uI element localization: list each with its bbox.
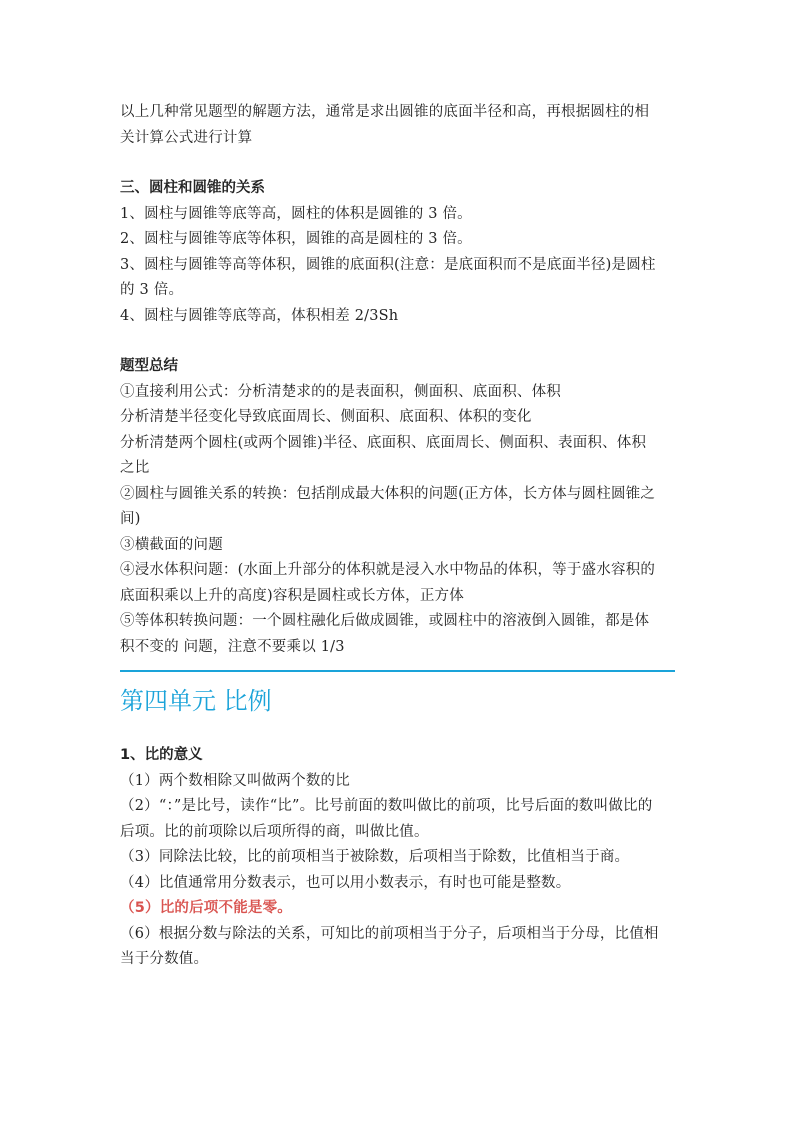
definition-line: 后项。比的前项除以后项所得的商，叫做比值。 [120,823,429,840]
definition-line: （1）两个数相除又叫做两个数的比 [120,772,350,789]
summary-line: ③横截面的问题 [120,536,223,553]
list-item: 1、圆柱与圆锥等底等高，圆柱的体积是圆锥的 3 倍。 [120,205,472,222]
highlighted-rule: （5）比的后项不能是零。 [120,900,292,916]
summary-line: 间) [120,511,141,527]
intro-line: 以上几种常见题型的解题方法，通常是求出圆锥的底面半径和高，再根据圆柱的相 [120,104,650,120]
summary-line: 分析清楚半径变化导致底面周长、侧面积、底面积、体积的变化 [120,409,532,425]
list-item: 4、圆柱与圆锥等底等高，体积相差 2/3Sh [120,307,399,324]
summary-line: 分析清楚两个圆柱(或两个圆锥)半径、底面积、底面周长、侧面积、表面积、体积 [120,434,647,451]
summary-line: ②圆柱与圆锥关系的转换：包括削成最大体积的问题(正方体，长方体与圆柱圆锥之 [120,485,656,502]
summary-line: ④浸水体积问题：(水面上升部分的体积就是浸入水中物品的体积，等于盛水容积的 [120,562,656,578]
section-heading: 三、圆柱和圆锥的关系 [120,180,265,196]
summary-line: 底面积乘以上升的高度)容积是圆柱或长方体，正方体 [120,587,464,604]
summary-line: 积不变的 问题，注意不要乘以 1/3 [120,638,345,655]
definition-line: 当于分数值。 [120,951,209,967]
unit-title: 第四单元 比例 [120,687,272,715]
summary-line: ①直接利用公式：分析清楚求的的是表面积，侧面积、底面积、体积 [120,383,561,400]
list-item: 的 3 倍。 [120,282,184,298]
definition-line: （3）同除法比较，比的前项相当于被除数，后项相当于除数，比值相当于商。 [120,849,630,865]
list-item: 2、圆柱与圆锥等底等体积，圆锥的高是圆柱的 3 倍。 [120,231,472,247]
section-divider [120,670,675,672]
document-page [120,100,675,973]
list-item: 3、圆柱与圆锥等高等体积，圆锥的底面积(注意：是底面积而不是底面半径)是圆柱 [120,256,656,273]
definition-line: （4）比值通常用分数表示，也可以用小数表示，有时也可能是整数。 [120,874,571,891]
summary-line: 之比 [120,460,150,476]
summary-heading: 题型总结 [120,358,178,374]
definition-line: （6）根据分数与除法的关系，可知比的前项相当于分子，后项相当于分母，比值相 [120,925,659,942]
summary-line: ⑤等体积转换问题：一个圆柱融化后做成圆锥，或圆柱中的溶液倒入圆锥，都是体 [120,613,650,629]
intro-line: 关计算公式进行计算 [120,129,253,146]
section-heading: 1、比的意义 [120,747,203,763]
definition-line: （2）“：”是比号，读作“比”。比号前面的数叫做比的前项，比号后面的数叫做比的 [120,798,653,814]
